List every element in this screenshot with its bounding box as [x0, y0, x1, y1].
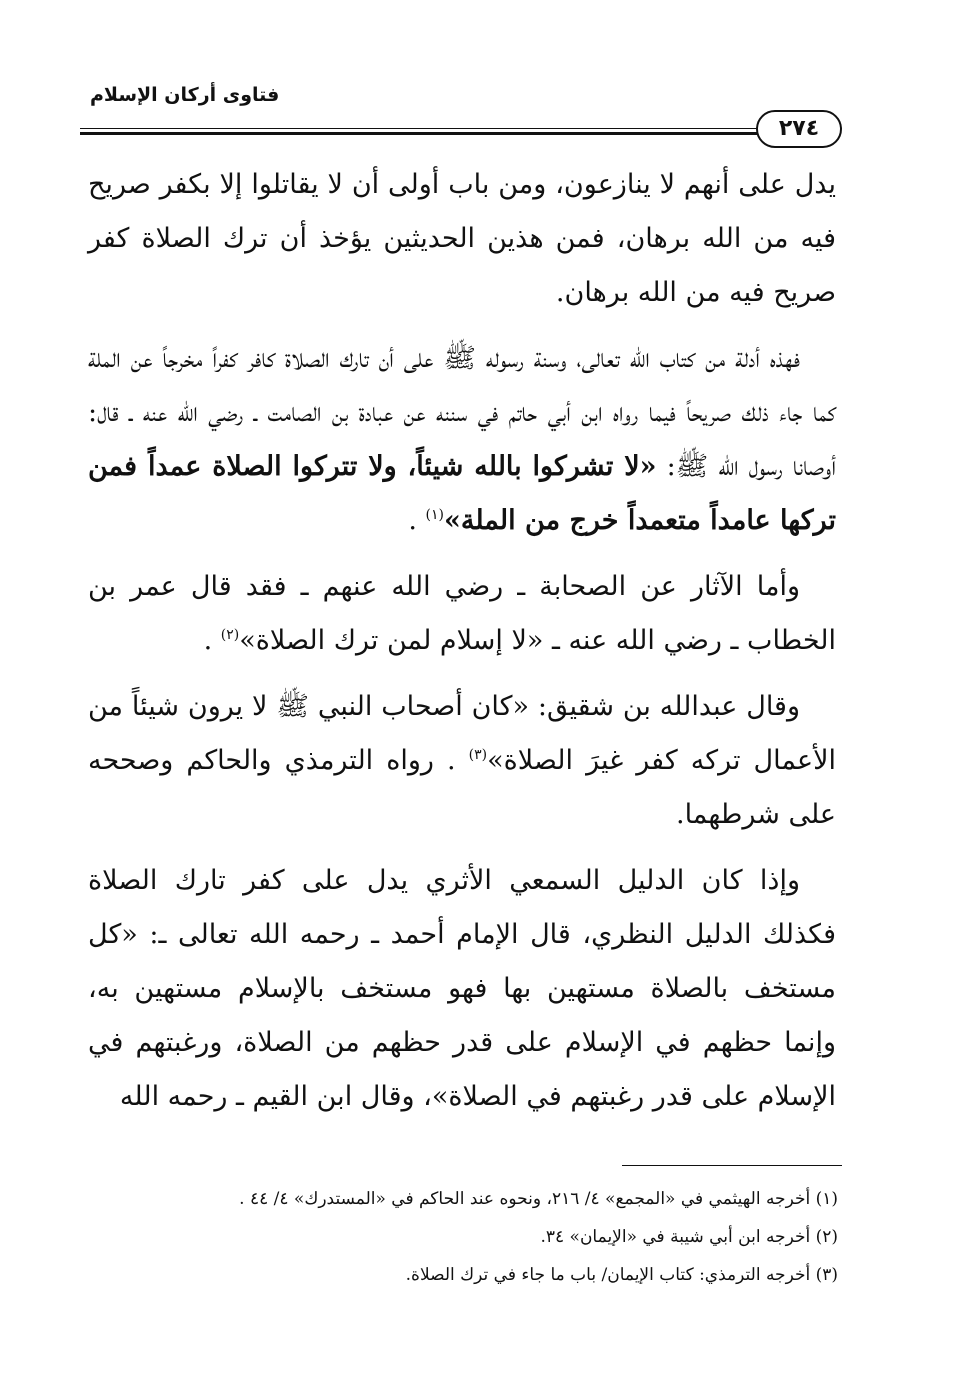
paragraph-2-text: فهذه أدلة من كتاب الله تعالى، وسنة رسوله ﷺ على أن تارك الصلاة كافر كفراً مخرجاً عن الملة كما جاء ذلك صريحاً فيما رواه ابن أبي حاتم في سننه عن عبادة بن الصامت ـ رضي الله عنه ـ قال: أوصانا رسول الله ﷺ:: [88, 343, 836, 482]
hadith-quote: «لا تشركوا بالله شيئاً، ولا تتركوا الصلاة عمداً فمن تركها عامداً متعمداً خرج من الملة»: [88, 451, 836, 536]
page-number: ٢٧٤: [756, 110, 842, 148]
body-text: [88, 158, 836, 1136]
paragraph-4-text: وقال عبدالله بن شقيق: «كان أصحاب النبي ﷺ لا يرون شيئاً من الأعمال تركه كفر غيرَ الصلاة»: [88, 691, 836, 776]
footnotes: [100, 1180, 838, 1294]
paragraph-4-end: . رواه الترمذي والحاكم وصححه على شرطهما.: [88, 745, 836, 830]
book-title: فتاوى أركان الإسلام: [90, 84, 280, 106]
paragraph-2: [88, 332, 836, 548]
footnote-ref-2[interactable]: (٢): [220, 627, 240, 643]
footnote-3: (٣) أخرجه الترمذي: كتاب الإيمان/ باب ما جاء في ترك الصلاة.: [405, 1265, 838, 1285]
footnote-ref-1[interactable]: (١): [425, 507, 444, 523]
paragraph-5: وإذا كان الدليل السمعي الأثري يدل على كفر تارك الصلاة فكذلك الدليل النظري، قال الإمام أحمد ـ رحمه الله تعالى ـ: «كل مستخف بالصلاة مستهين بها فهو مستخف بالإسلام مستهين به، وإنما حظهم في الإسلام على قدر حظهم من الصلاة، ورغبتهم في الإسلام على قدر رغبتهم في الصلاة»، وقال ابن القيم ـ رحمه الله: [88, 865, 836, 1112]
footnote-1: (١) أخرجه الهيثمي في «المجمع» ٤/ ٢١٦، ونحوه عند الحاكم في «المستدرك» ٤/ ٤٤ .: [239, 1189, 838, 1209]
paragraph-3-end: .: [203, 625, 221, 656]
paragraph-4: [88, 680, 836, 842]
paragraph-2-end: .: [408, 505, 426, 536]
footnote-ref-3[interactable]: (٣): [468, 747, 488, 763]
footnote-2: (٢) أخرجه ابن أبي شيبة في «الإيمان» ٣٤.: [540, 1227, 838, 1247]
paragraph-3-text: وأما الآثار عن الصحابة ـ رضي الله عنهم ـ فقد قال عمر بن الخطاب ـ رضي الله عنه ـ «لا إسلام لمن ترك الصلاة»: [88, 571, 836, 656]
paragraph-1: يدل على أنهم لا ينازعون، ومن باب أولى أن لا يقاتلوا إلا بكفر صريح فيه من الله برهان، فمن هذين الحديثين يؤخذ أن ترك الصلاة كفر صريح فيه من الله برهان.: [88, 169, 836, 308]
footnote-separator: [622, 1165, 842, 1166]
header-rule: [80, 128, 760, 135]
paragraph-3: [88, 560, 836, 668]
page-header: [80, 78, 840, 148]
